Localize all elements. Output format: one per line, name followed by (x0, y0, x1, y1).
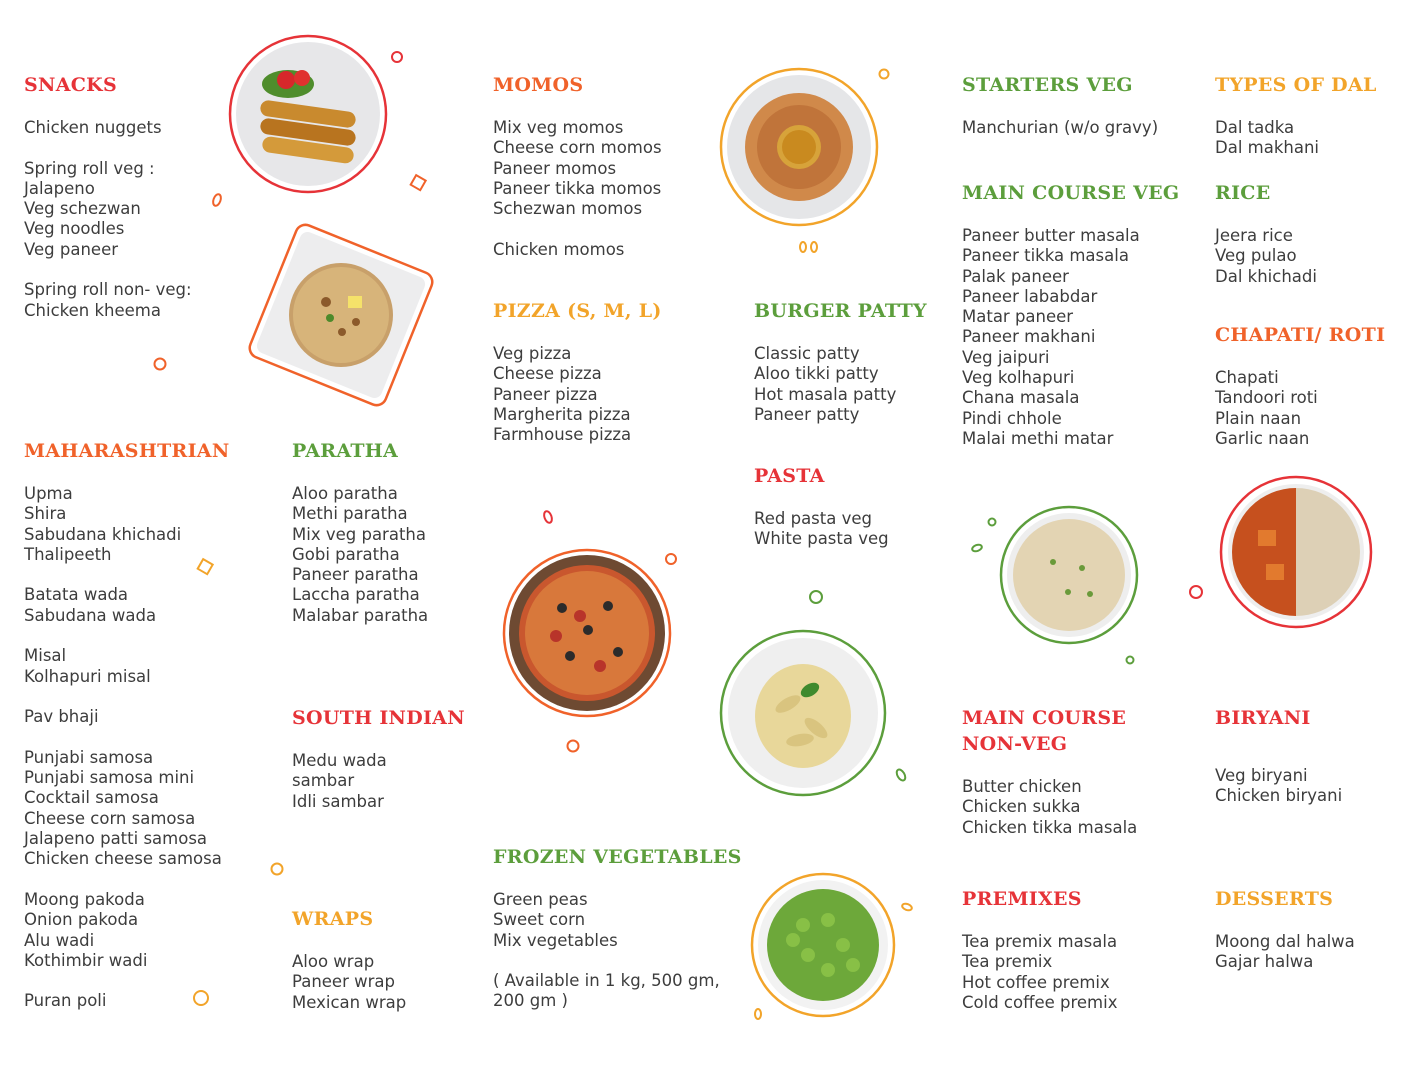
biryani-items (1215, 766, 1342, 807)
spacer (24, 687, 230, 707)
starters-veg-heading: STARTERS VEG (962, 74, 1133, 96)
paratha-items (292, 484, 428, 626)
menu-item: Paneer wrap (292, 972, 395, 992)
menu-item: Upma (24, 484, 73, 503)
momos-heading: MOMOS (493, 74, 584, 96)
menu-item: Jalapeno patti samosa (24, 829, 208, 849)
menu-item: Paneer tikka momos (493, 178, 662, 198)
menu-item: Plain naan (1215, 408, 1302, 428)
menu-item: Chicken cheese samosa (24, 849, 222, 869)
pizza-items (493, 344, 662, 445)
menu-item: Sabudana wada (24, 605, 157, 625)
menu-item: Hot coffee premix (962, 972, 1110, 992)
chapati-roti-section (1215, 322, 1385, 449)
menu-item: Spring roll veg : (24, 158, 155, 178)
spacer (24, 565, 230, 585)
spacer (24, 728, 230, 748)
menu-item: Matar paneer (962, 307, 1074, 327)
menu-item: Garlic naan (1215, 428, 1310, 448)
menu-item: Mix vegetables (493, 930, 618, 950)
maharashtrian-heading: MAHARASHTRIAN (24, 440, 230, 462)
main-course-veg-items (962, 226, 1179, 449)
menu-item: Veg schezwan (24, 199, 141, 219)
snacks-items (24, 118, 192, 321)
types-of-dal-section (1215, 72, 1377, 159)
menu-item: Puran poli (24, 991, 107, 1011)
menu-item: Veg biryani (1215, 766, 1308, 785)
main-course-nonveg-section (962, 705, 1137, 838)
menu-item: Tea premix masala (962, 932, 1118, 951)
menu-item: Palak paneer (962, 266, 1069, 286)
menu-item: Red pasta veg (754, 509, 872, 528)
menu-item: Paneer paratha (292, 565, 419, 585)
spacer (493, 219, 662, 239)
menu-item: Green peas (493, 890, 588, 909)
menu-item: Veg pizza (493, 344, 572, 363)
main-course-nonveg-heading (962, 705, 1137, 757)
menu-item: Pindi chhole (962, 408, 1062, 428)
menu-item: Cocktail samosa (24, 788, 159, 808)
menu-item: Moong pakoda (24, 889, 145, 909)
menu-item: Paneer lababdar (962, 286, 1098, 306)
menu-item: sambar (292, 771, 355, 791)
menu-item: Batata wada (24, 585, 129, 605)
spacer (24, 971, 230, 991)
menu-item: Cheese pizza (493, 364, 602, 384)
menu-item: ( Available in 1 kg, 500 gm, (493, 971, 720, 991)
menu-item: Medu wada (292, 751, 387, 770)
momos-items (493, 118, 662, 260)
menu-item: Cheese corn samosa (24, 808, 196, 828)
desserts-heading: DESSERTS (1215, 888, 1334, 910)
menu-item: Gajar halwa (1215, 952, 1314, 972)
menu-item: Paneer momos (493, 158, 617, 178)
menu-item: Onion pakoda (24, 910, 139, 930)
chapati-roti-heading: CHAPATI/ ROTI (1215, 324, 1386, 346)
main-course-veg-heading: MAIN COURSE VEG (962, 182, 1180, 204)
menu-item: Farmhouse pizza (493, 425, 632, 445)
menu-item: Sweet corn (493, 910, 586, 930)
starters-veg-items (962, 118, 1158, 138)
starters-veg-section (962, 72, 1158, 138)
menu-item: White pasta veg (754, 529, 889, 549)
menu-item: Paneer butter masala (962, 226, 1140, 245)
menu-item: Schezwan momos (493, 199, 643, 219)
chapati-roti-items (1215, 368, 1385, 449)
main-course-nonveg-items (962, 777, 1137, 838)
menu-item: Malai methi matar (962, 428, 1114, 448)
burger-patty-items (754, 344, 927, 425)
wraps-items (292, 952, 406, 1013)
menu-item: Classic patty (754, 344, 860, 363)
menu-item: Butter chicken (962, 777, 1082, 796)
south-indian-items (292, 751, 465, 812)
pasta-section (754, 463, 889, 550)
main-course-nonveg-heading-line2: NON-VEG (962, 733, 1068, 755)
menu-item: Paneer pizza (493, 384, 598, 404)
menu-item: Thalipeeth (24, 544, 112, 564)
momos-section (493, 72, 662, 260)
main-course-nonveg-heading-line1: MAIN COURSE (962, 707, 1127, 729)
menu-item: Aloo wrap (292, 952, 375, 971)
menu-item: Paneer patty (754, 404, 860, 424)
menu-item: Chana masala (962, 388, 1080, 408)
menu-item: Veg pulao (1215, 246, 1297, 266)
menu-item: Manchurian (w/o gravy) (962, 118, 1159, 137)
south-indian-section (292, 705, 465, 812)
menu-item: Malabar paratha (292, 605, 429, 625)
menu-item: Veg jaipuri (962, 347, 1050, 367)
menu-item: Aloo tikki patty (754, 364, 879, 384)
desserts-items (1215, 932, 1355, 973)
pizza-section (493, 298, 662, 445)
frozen-vegetables-section (493, 844, 742, 1012)
menu-item: Alu wadi (24, 930, 95, 950)
menu-item: Veg kolhapuri (962, 368, 1075, 388)
types-of-dal-heading: TYPES OF DAL (1215, 74, 1377, 96)
spacer (24, 260, 192, 280)
main-course-veg-section (962, 180, 1179, 449)
spacer (24, 626, 230, 646)
menu-item: Dal khichadi (1215, 266, 1317, 286)
menu-item: Moong dal halwa (1215, 932, 1355, 951)
rice-items (1215, 226, 1317, 287)
menu-item: Chicken momos (493, 239, 625, 259)
frozen-vegetables-heading: FROZEN VEGETABLES (493, 846, 742, 868)
pasta-items (754, 509, 889, 550)
burger-patty-section (754, 298, 927, 425)
spacer (24, 138, 192, 158)
pizza-heading: PIZZA (S, M, L) (493, 300, 662, 322)
types-of-dal-items (1215, 118, 1377, 159)
menu-item: Chapati (1215, 368, 1279, 387)
menu-item: Cheese corn momos (493, 138, 662, 158)
menu-item: Methi paratha (292, 504, 408, 524)
rice-section (1215, 180, 1317, 287)
menu-item: Paneer tikka masala (962, 246, 1129, 266)
south-indian-heading: SOUTH INDIAN (292, 707, 465, 729)
menu-item: Dal tadka (1215, 118, 1295, 137)
menu-item: Chicken tikka masala (962, 817, 1138, 837)
menu-item: Hot masala patty (754, 384, 897, 404)
paratha-section (292, 438, 428, 626)
menu-item: Kolhapuri misal (24, 666, 151, 686)
menu-item: Punjabi samosa mini (24, 768, 195, 788)
premixes-section (962, 886, 1117, 1013)
burger-patty-heading: BURGER PATTY (754, 300, 927, 322)
menu-item: Cold coffee premix (962, 992, 1118, 1012)
menu-item: Laccha paratha (292, 585, 420, 605)
menu-item: Mexican wrap (292, 992, 407, 1012)
menu-item: Mix veg momos (493, 118, 624, 137)
spacer (493, 951, 742, 971)
menu-item: Spring roll non- veg: (24, 280, 192, 300)
menu-item: Paneer makhani (962, 327, 1096, 347)
rice-heading: RICE (1215, 182, 1271, 204)
menu-item: Sabudana khichadi (24, 524, 182, 544)
menu-item: Veg noodles (24, 219, 125, 239)
menu-item: Veg paneer (24, 239, 119, 259)
menu-item: Dal makhani (1215, 138, 1319, 158)
desserts-section (1215, 886, 1355, 973)
wraps-heading: WRAPS (292, 908, 374, 930)
paratha-heading: PARATHA (292, 440, 399, 462)
menu-item: Idli sambar (292, 791, 384, 811)
maharashtrian-section (24, 438, 230, 1012)
menu-item: Margherita pizza (493, 404, 631, 424)
pasta-heading: PASTA (754, 465, 825, 487)
menu-item: Misal (24, 646, 67, 666)
maharashtrian-items (24, 484, 230, 1012)
menu-item: Shira (24, 504, 67, 524)
menu-item: Jalapeno (24, 178, 95, 198)
biryani-section (1215, 705, 1342, 807)
menu-item: Jeera rice (1215, 226, 1293, 245)
menu-item: Chicken nuggets (24, 118, 162, 137)
snacks-heading: SNACKS (24, 74, 117, 96)
frozen-vegetables-items (493, 890, 742, 1012)
menu-item: Kothimbir wadi (24, 950, 148, 970)
menu-item: Tandoori roti (1215, 388, 1318, 408)
menu-item: Gobi paratha (292, 544, 400, 564)
spacer (24, 870, 230, 890)
premixes-heading: PREMIXES (962, 888, 1082, 910)
menu-item: Pav bhaji (24, 707, 99, 727)
menu-item: Chicken biryani (1215, 786, 1343, 806)
wraps-section (292, 906, 406, 1013)
menu-item: Chicken sukka (962, 797, 1081, 817)
menu-item: 200 gm ) (493, 991, 568, 1011)
menu-item: Aloo paratha (292, 484, 398, 503)
biryani-heading: BIRYANI (1215, 707, 1311, 729)
menu-item: Punjabi samosa (24, 747, 154, 767)
snacks-section (24, 72, 192, 321)
menu-item: Chicken kheema (24, 300, 161, 320)
premixes-items (962, 932, 1117, 1013)
menu-item: Tea premix (962, 952, 1053, 972)
menu-item: Mix veg paratha (292, 524, 426, 544)
